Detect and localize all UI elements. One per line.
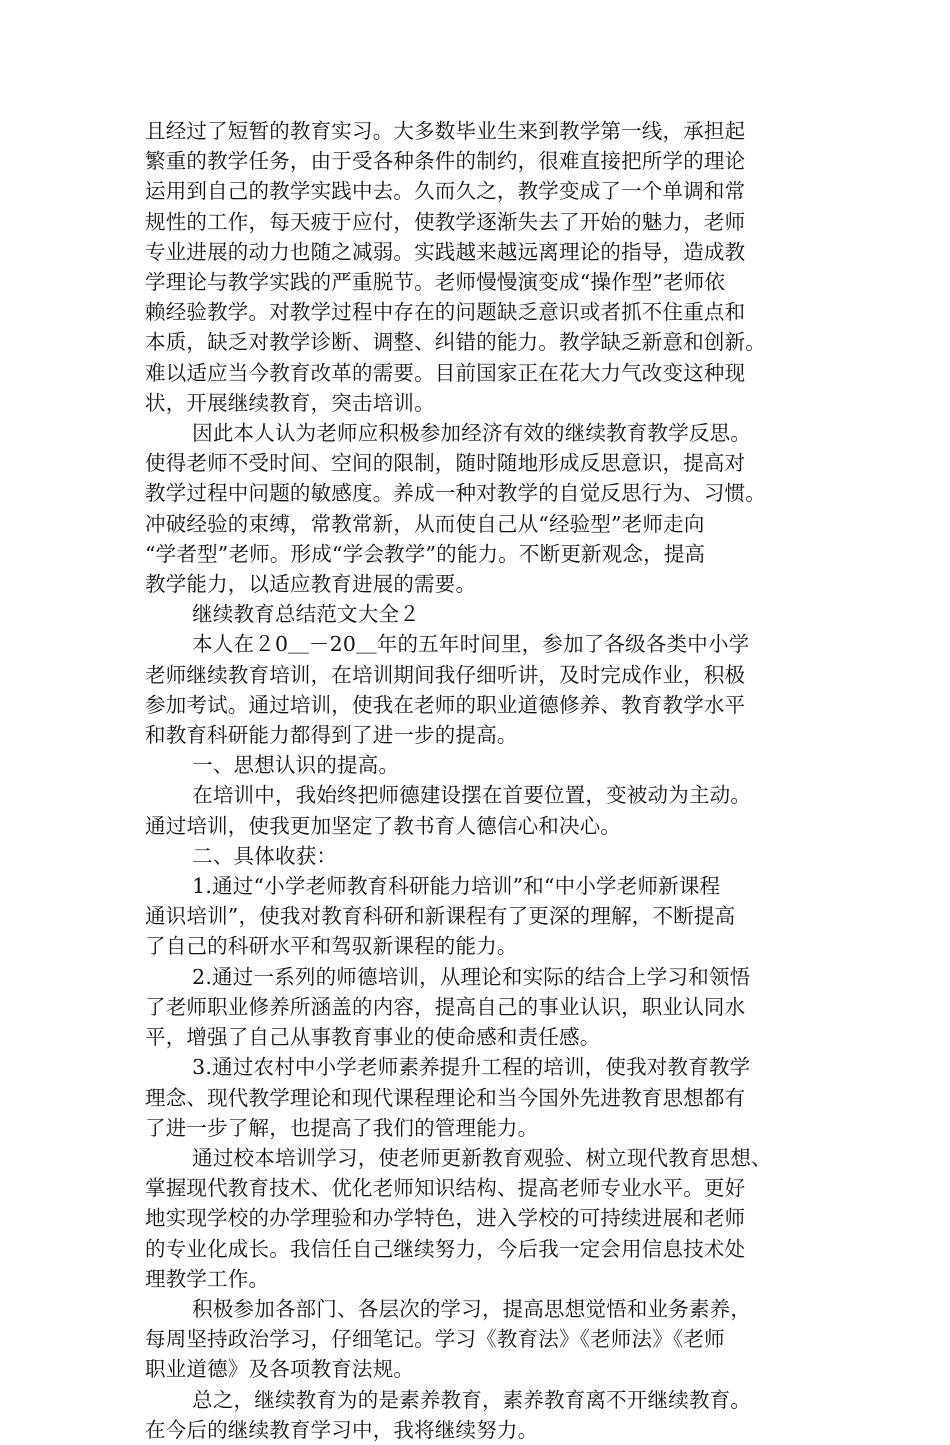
text-line: 难以适应当今教育改革的需要。目前国家正在花大力气改变这种现 [145, 360, 746, 385]
text-line: 地实现学校的办学理验和办学特色，进入学校的可持续进展和老师 [145, 1206, 746, 1231]
text-line: 繁重的教学任务，由于受各种条件的制约，很难直接把所学的理论 [145, 149, 746, 174]
text-line: 本人在２0＿－20＿年的五年时间里，参加了各级各类中小学 [192, 632, 750, 657]
text-line: 2.通过一系列的师德培训，从理论和实际的结合上学习和领悟 [192, 964, 751, 989]
subheading-gains [145, 841, 811, 871]
text-line: 总之，继续教育为的是素养教育，素养教育离不开继续教育。 [192, 1387, 752, 1412]
text-line: 了老师职业修养所涵盖的内容，提高自己的事业认识，职业认同水 [145, 994, 746, 1019]
text-line: 规性的工作，每天疲于应付，使教学逐渐失去了开始的魅力，老师 [145, 209, 746, 234]
text-line: 了进一步了解，也提高了我们的管理能力。 [145, 1115, 539, 1140]
text-line: 每周坚持政治学习，仔细笔记。学习《教育法》《老师法》《老师 [145, 1327, 725, 1352]
section-heading [145, 599, 811, 629]
text-line: 理念、现代教学理论和现代课程理论和当今国外先进教育思想都有 [145, 1085, 746, 1110]
text-line: 在今后的继续教育学习中，我将继续努力。 [145, 1417, 539, 1442]
text-line: 理教学工作。 [145, 1266, 270, 1291]
text-line: 老师继续教育培训，在培训期间我仔细听讲，及时完成作业，积极 [145, 662, 746, 687]
paragraph-reflection [145, 418, 811, 599]
text-line: 教学能力，以适应教育进展的需要。 [145, 572, 477, 597]
list-item-2 [145, 962, 811, 1053]
text-line: 专业进展的动力也随之减弱。实践越来越远离理论的指导，造成教 [145, 239, 746, 264]
subheading-text: 二、具体收获： [192, 843, 338, 868]
paragraph-ethics [145, 780, 811, 840]
text-line: 职业道德》及各项教育法规。 [145, 1357, 415, 1382]
paragraph-school-training [145, 1143, 811, 1294]
text-line: 因此本人认为老师应积极参加经济有效的继续教育教学反思。 [192, 421, 752, 446]
paragraph-intro-continuation [145, 116, 811, 418]
text-line: 1.通过“小学老师教育科研能力培训”和“中小学老师新课程 [192, 874, 721, 899]
text-line: 平，增强了自己从事教育事业的使命感和责任感。 [145, 1025, 601, 1050]
text-line: 冲破经验的束缚，常教常新，从而使自己从“经验型”老师走向 [145, 511, 705, 536]
text-line: 运用到自己的教学实践中去。久而久之，教学变成了一个单调和常 [145, 179, 746, 204]
text-line: 积极参加各部门、各层次的学习，提高思想觉悟和业务素养， [192, 1296, 752, 1321]
text-line: 状，开展继续教育，突击培训。 [145, 390, 435, 415]
text-line: 在培训中，我始终把师德建设摆在首要位置，变被动为主动。 [192, 783, 752, 808]
text-line: “学者型”老师。形成“学会教学”的能力。不断更新观念，提高 [145, 541, 706, 566]
subheading-ideology [145, 750, 811, 780]
section-title: 继续教育总结范文大全２ [192, 602, 420, 627]
paragraph-conclusion [145, 1385, 811, 1445]
text-line: 本质，缺乏对教学诊断、调整、纠错的能力。教学缺乏新意和创新。 [145, 330, 766, 355]
text-line: 3.通过农村中小学老师素养提升工程的培训，使我对教育教学 [192, 1055, 751, 1080]
subheading-text: 一、思想认识的提高。 [192, 753, 400, 778]
text-line: 且经过了短暂的教育实习。大多数毕业生来到教学第一线，承担起 [145, 119, 746, 143]
paragraph-five-years [145, 629, 811, 750]
text-line: 教学过程中问题的敏感度。养成一种对教学的自觉反思行为、习惯。 [145, 481, 766, 506]
paragraph-study [145, 1294, 811, 1385]
text-line: 学理论与教学实践的严重脱节。老师慢慢演变成“操作型”老师依 [145, 270, 726, 295]
text-line: 了自己的科研水平和驾驭新课程的能力。 [145, 934, 518, 959]
list-item-3 [145, 1052, 811, 1143]
text-line: 赖经验教学。对教学过程中存在的问题缺乏意识或者抓不住重点和 [145, 300, 746, 325]
text-line: 参加考试。通过培训，使我在老师的职业道德修养、教育教学水平 [145, 692, 746, 717]
document-page [145, 116, 811, 1445]
text-line: 掌握现代教育技术、优化老师知识结构、提高老师专业水平。更好 [145, 1176, 746, 1201]
text-line: 通识培训”，使我对教育科研和新课程有了更深的理解，不断提高 [145, 904, 736, 929]
text-line: 使得老师不受时间、空间的限制，随时随地形成反思意识，提高对 [145, 451, 746, 476]
list-item-1 [145, 871, 811, 962]
text-line: 和教育科研能力都得到了进一步的提高。 [145, 723, 518, 748]
text-line: 的专业化成长。我信任自己继续努力，今后我一定会用信息技术处 [145, 1236, 746, 1261]
text-line: 通过校本培训学习，使老师更新教育观验、树立现代教育思想、 [192, 1145, 772, 1170]
text-line: 通过培训，使我更加坚定了教书育人德信心和决心。 [145, 813, 622, 838]
